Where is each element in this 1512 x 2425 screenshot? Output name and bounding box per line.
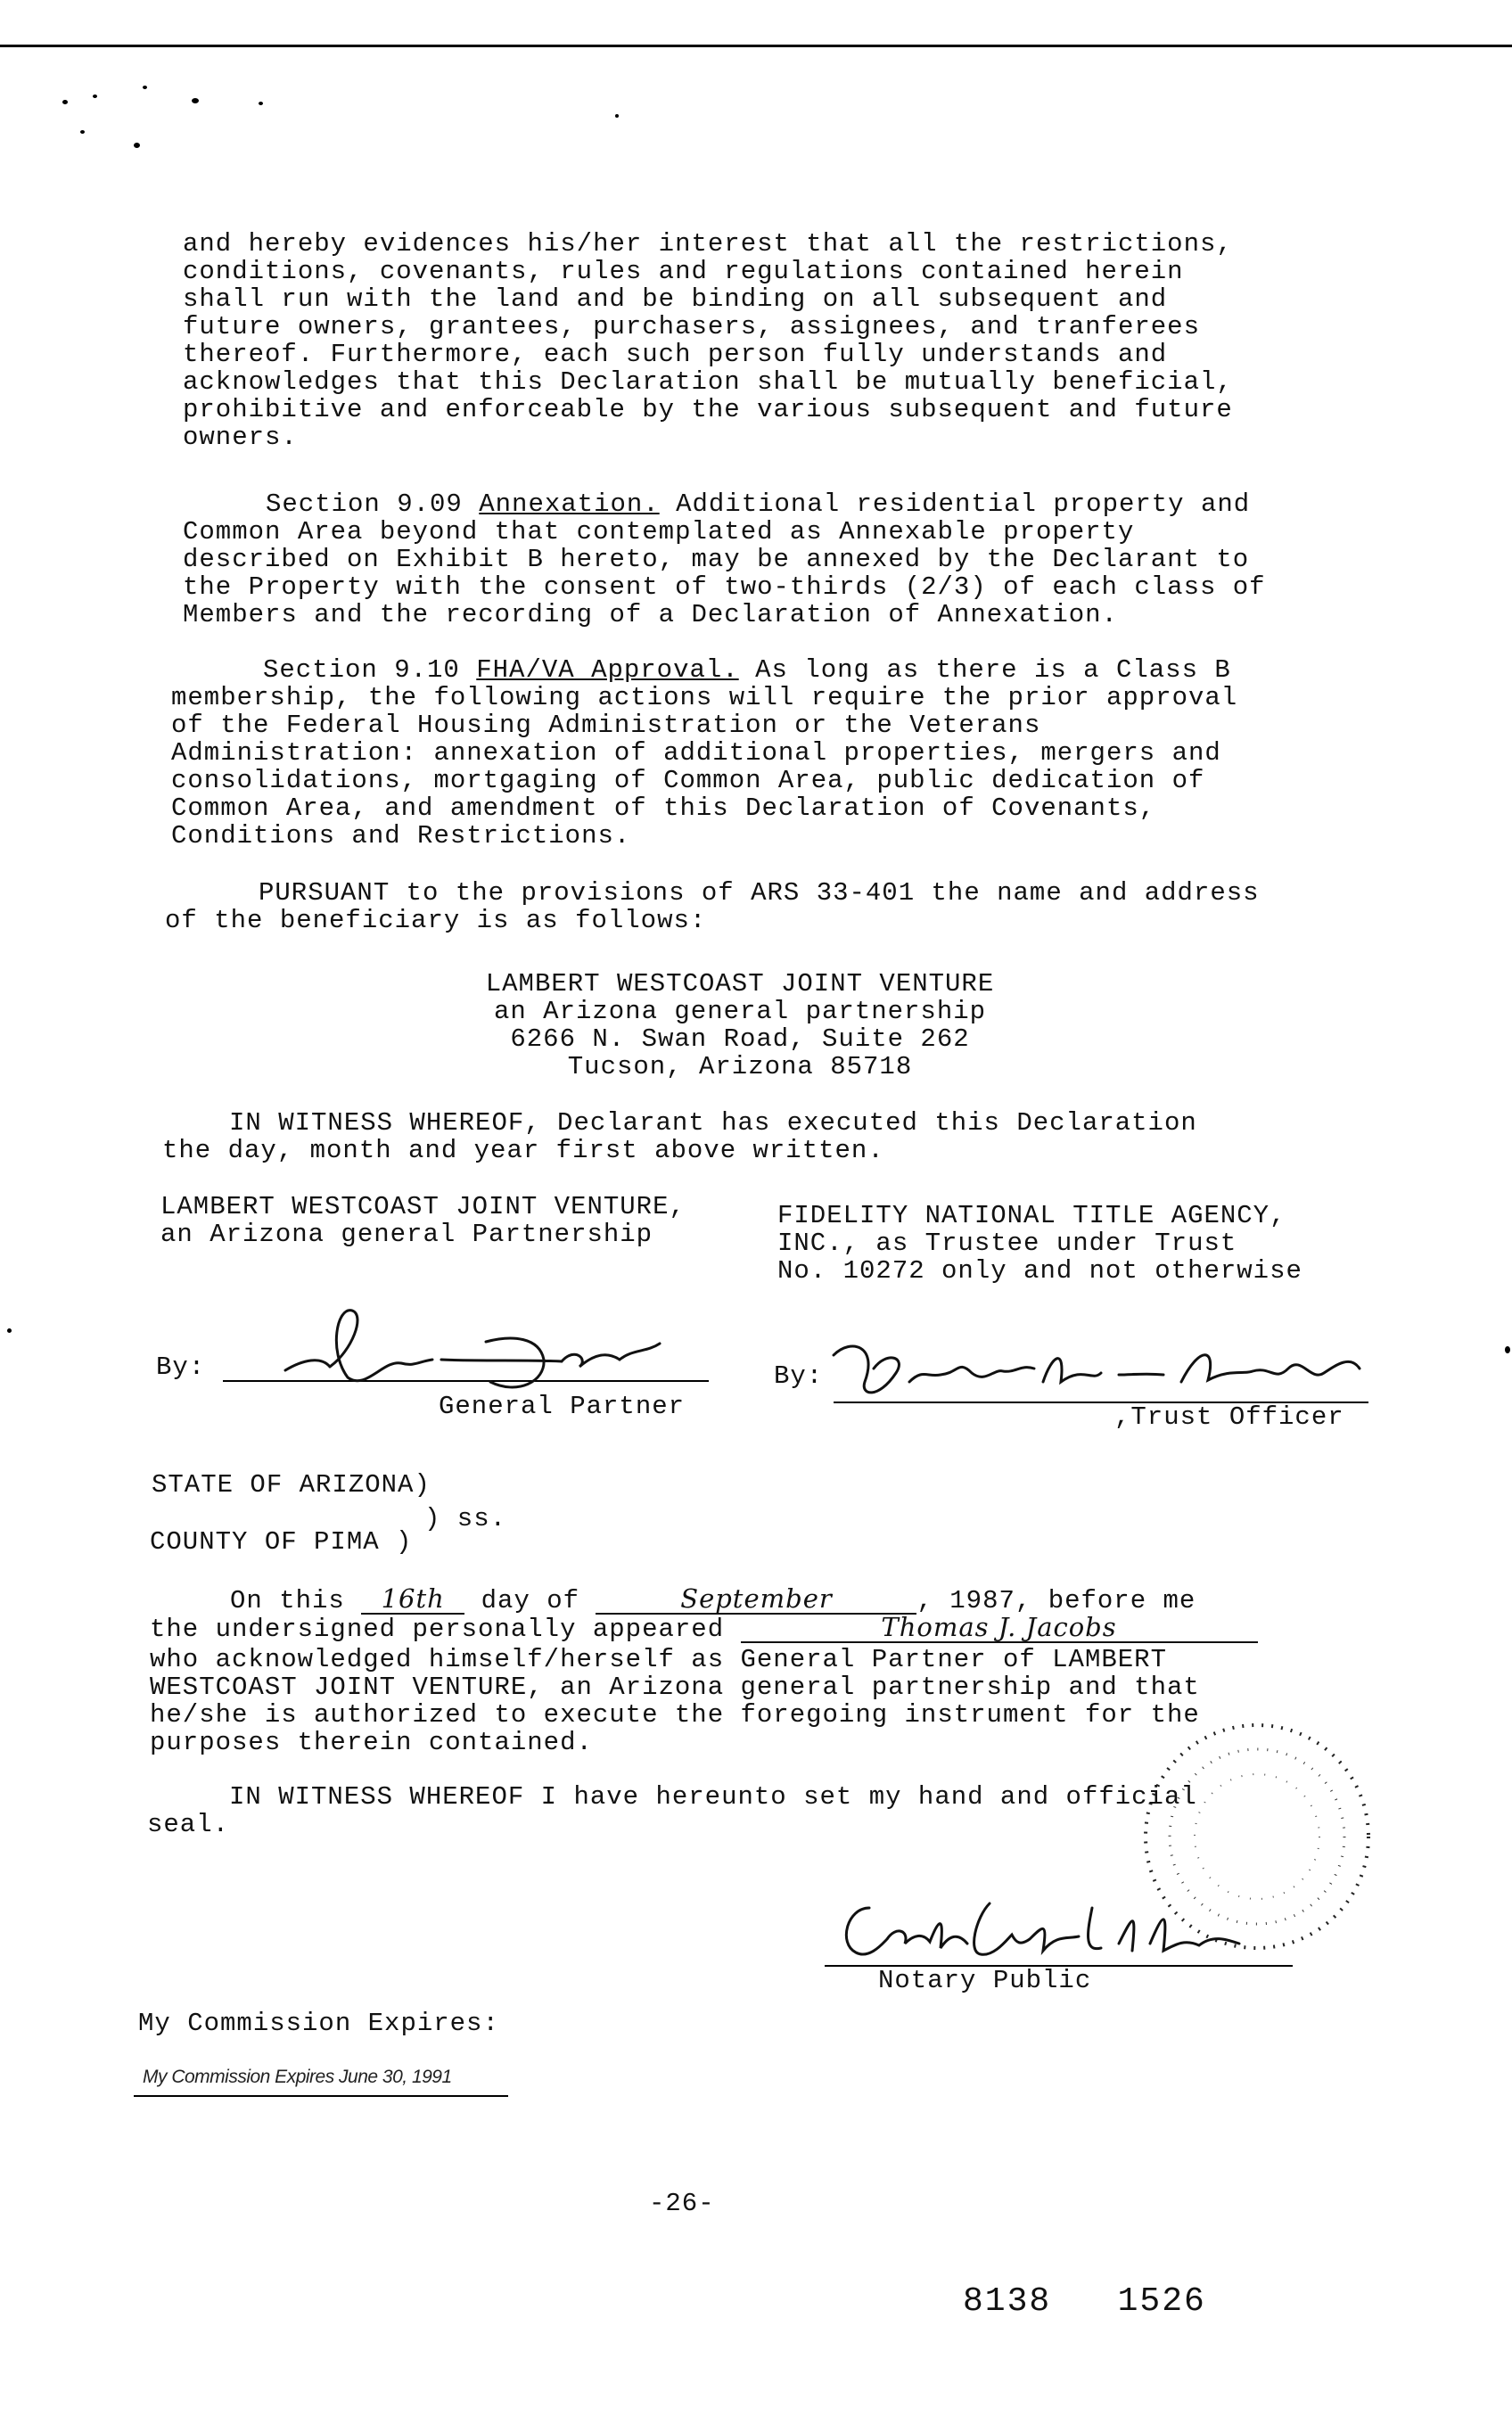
text-line: Conditions and Restrictions. bbox=[171, 821, 631, 851]
text-line: shall run with the land and be binding on all subsequent and bbox=[183, 284, 1168, 314]
scan-speck bbox=[259, 102, 263, 105]
text-line: conditions, covenants, rules and regulations contained herein bbox=[183, 257, 1184, 286]
scan-speck bbox=[62, 100, 68, 104]
text-line: described on Exhibit B hereto, may be annexed by the Declarant to bbox=[183, 545, 1250, 574]
text-segment: , 1987, before me bbox=[916, 1586, 1196, 1615]
by-label: By: bbox=[774, 1361, 824, 1391]
party-right bbox=[777, 1202, 1302, 1285]
text-line: seal. bbox=[147, 1810, 230, 1839]
beneficiary-address bbox=[392, 970, 1088, 1081]
section-9-09 bbox=[183, 490, 1266, 629]
signer-title: ,Trust Officer bbox=[1114, 1402, 1344, 1432]
ack-line-1 bbox=[230, 1585, 1196, 1615]
beneficiary-name: LAMBERT WESTCOAST JOINT VENTURE bbox=[485, 969, 995, 999]
scan-speck bbox=[134, 143, 140, 148]
ack-rest bbox=[150, 1646, 1200, 1756]
text-segment: day of bbox=[481, 1586, 580, 1615]
commission-label: My Commission Expires: bbox=[138, 2009, 499, 2038]
text-line: consolidations, mortgaging of Common Area, public dedication of bbox=[171, 766, 1205, 795]
text-line: purposes therein contained. bbox=[150, 1728, 593, 1757]
text-line: of the Federal Housing Administration or the Veterans bbox=[171, 711, 1041, 740]
text-line: Common Area, and amendment of this Declaration of Covenants, bbox=[171, 793, 1156, 823]
top-border-line bbox=[0, 45, 1512, 47]
text-line: FIDELITY NATIONAL TITLE AGENCY, bbox=[777, 1201, 1286, 1230]
text-line: Administration: annexation of additional properties, mergers and bbox=[171, 738, 1221, 768]
section-label: Section 9.09 bbox=[266, 489, 463, 519]
venue-county: COUNTY OF PIMA ) bbox=[150, 1527, 413, 1557]
text-segment: On this bbox=[230, 1586, 345, 1615]
text-line: acknowledges that this Declaration shall be mutually beneficial, bbox=[183, 367, 1233, 397]
text-line: the Property with the consent of two-thirds (2/3) of each class of bbox=[183, 572, 1266, 602]
pursuant-paragraph bbox=[165, 879, 1260, 934]
section-9-10 bbox=[171, 656, 1237, 850]
ack-line-2 bbox=[150, 1614, 1258, 1643]
commission-line bbox=[134, 2095, 508, 2097]
text-line: LAMBERT WESTCOAST JOINT VENTURE, bbox=[160, 1192, 686, 1221]
text-line: As long as there is a Class B bbox=[755, 655, 1231, 685]
text-line: INC., as Trustee under Trust bbox=[777, 1229, 1237, 1258]
notary-title: Notary Public bbox=[878, 1966, 1092, 1995]
intro-paragraph bbox=[183, 230, 1233, 451]
beneficiary-type: an Arizona general partnership bbox=[493, 997, 987, 1026]
text-line: IN WITNESS WHEREOF I have hereunto set my hand and official bbox=[229, 1782, 1197, 1812]
text-line: WESTCOAST JOINT VENTURE, an Arizona general partnership and that bbox=[150, 1673, 1200, 1702]
scan-speck bbox=[143, 86, 147, 89]
text-line: membership, the following actions will require the prior approval bbox=[171, 683, 1238, 712]
text-segment: the undersigned personally appeared bbox=[150, 1615, 725, 1644]
text-line: prohibitive and enforceable by the various subsequent and future bbox=[183, 395, 1233, 424]
text-line: future owners, grantees, purchasers, assignees, and tranferees bbox=[183, 312, 1200, 341]
text-line: owners. bbox=[183, 423, 298, 452]
section-heading: Annexation. bbox=[479, 489, 660, 519]
witness-paragraph bbox=[162, 1109, 1197, 1164]
signature-general-partner bbox=[267, 1297, 669, 1413]
text-line: of the beneficiary is as follows: bbox=[165, 906, 707, 935]
by-label: By: bbox=[156, 1352, 206, 1382]
text-line: Additional residential property and bbox=[676, 489, 1251, 519]
scan-speck bbox=[192, 98, 199, 103]
handwritten-day: 16th bbox=[361, 1585, 464, 1615]
witness-paragraph-2 bbox=[147, 1783, 1197, 1838]
scan-speck bbox=[93, 95, 97, 98]
text-line: No. 10272 only and not otherwise bbox=[777, 1256, 1302, 1286]
venue-state: STATE OF ARIZONA) bbox=[152, 1470, 431, 1500]
text-line: thereof. Furthermore, each such person fully understands and bbox=[183, 340, 1168, 369]
scan-speck bbox=[1505, 1346, 1510, 1353]
beneficiary-street: 6266 N. Swan Road, Suite 262 bbox=[510, 1024, 970, 1054]
signer-title: General Partner bbox=[439, 1392, 686, 1421]
handwritten-month: September bbox=[596, 1585, 916, 1615]
text-line: PURSUANT to the provisions of ARS 33-401 the name and address bbox=[259, 878, 1260, 908]
text-line: the day, month and year first above written. bbox=[162, 1136, 884, 1165]
scan-speck bbox=[80, 130, 85, 134]
text-line: he/she is authorized to execute the foregoing instrument for the bbox=[150, 1700, 1200, 1730]
text-line: Members and the recording of a Declaration of Annexation. bbox=[183, 600, 1118, 629]
section-label: Section 9.10 bbox=[263, 655, 460, 685]
section-heading: FHA/VA Approval. bbox=[476, 655, 739, 685]
document-number: 8138 1526 bbox=[963, 2282, 1206, 2321]
text-line: who acknowledged himself/herself as General Partner of LAMBERT bbox=[150, 1645, 1167, 1674]
text-line: Common Area beyond that contemplated as Annexable property bbox=[183, 517, 1135, 547]
text-line: an Arizona general Partnership bbox=[160, 1220, 653, 1249]
scan-speck bbox=[7, 1328, 12, 1333]
beneficiary-city: Tucson, Arizona 85718 bbox=[567, 1052, 913, 1081]
text-line: and hereby evidences his/her interest that all the restrictions, bbox=[183, 229, 1233, 259]
commission-stamp: My Commission Expires June 30, 1991 bbox=[143, 2067, 452, 2087]
signature-notary bbox=[834, 1890, 1297, 1970]
party-left bbox=[160, 1193, 686, 1248]
page-number: -26- bbox=[649, 2189, 715, 2218]
text-line: IN WITNESS WHEREOF, Declarant has executed this Declaration bbox=[229, 1108, 1197, 1138]
scan-speck bbox=[615, 114, 619, 118]
handwritten-name: Thomas J. Jacobs bbox=[741, 1614, 1258, 1643]
signature-trust-officer bbox=[825, 1319, 1377, 1418]
venue-ss: ) ss. bbox=[424, 1504, 507, 1533]
